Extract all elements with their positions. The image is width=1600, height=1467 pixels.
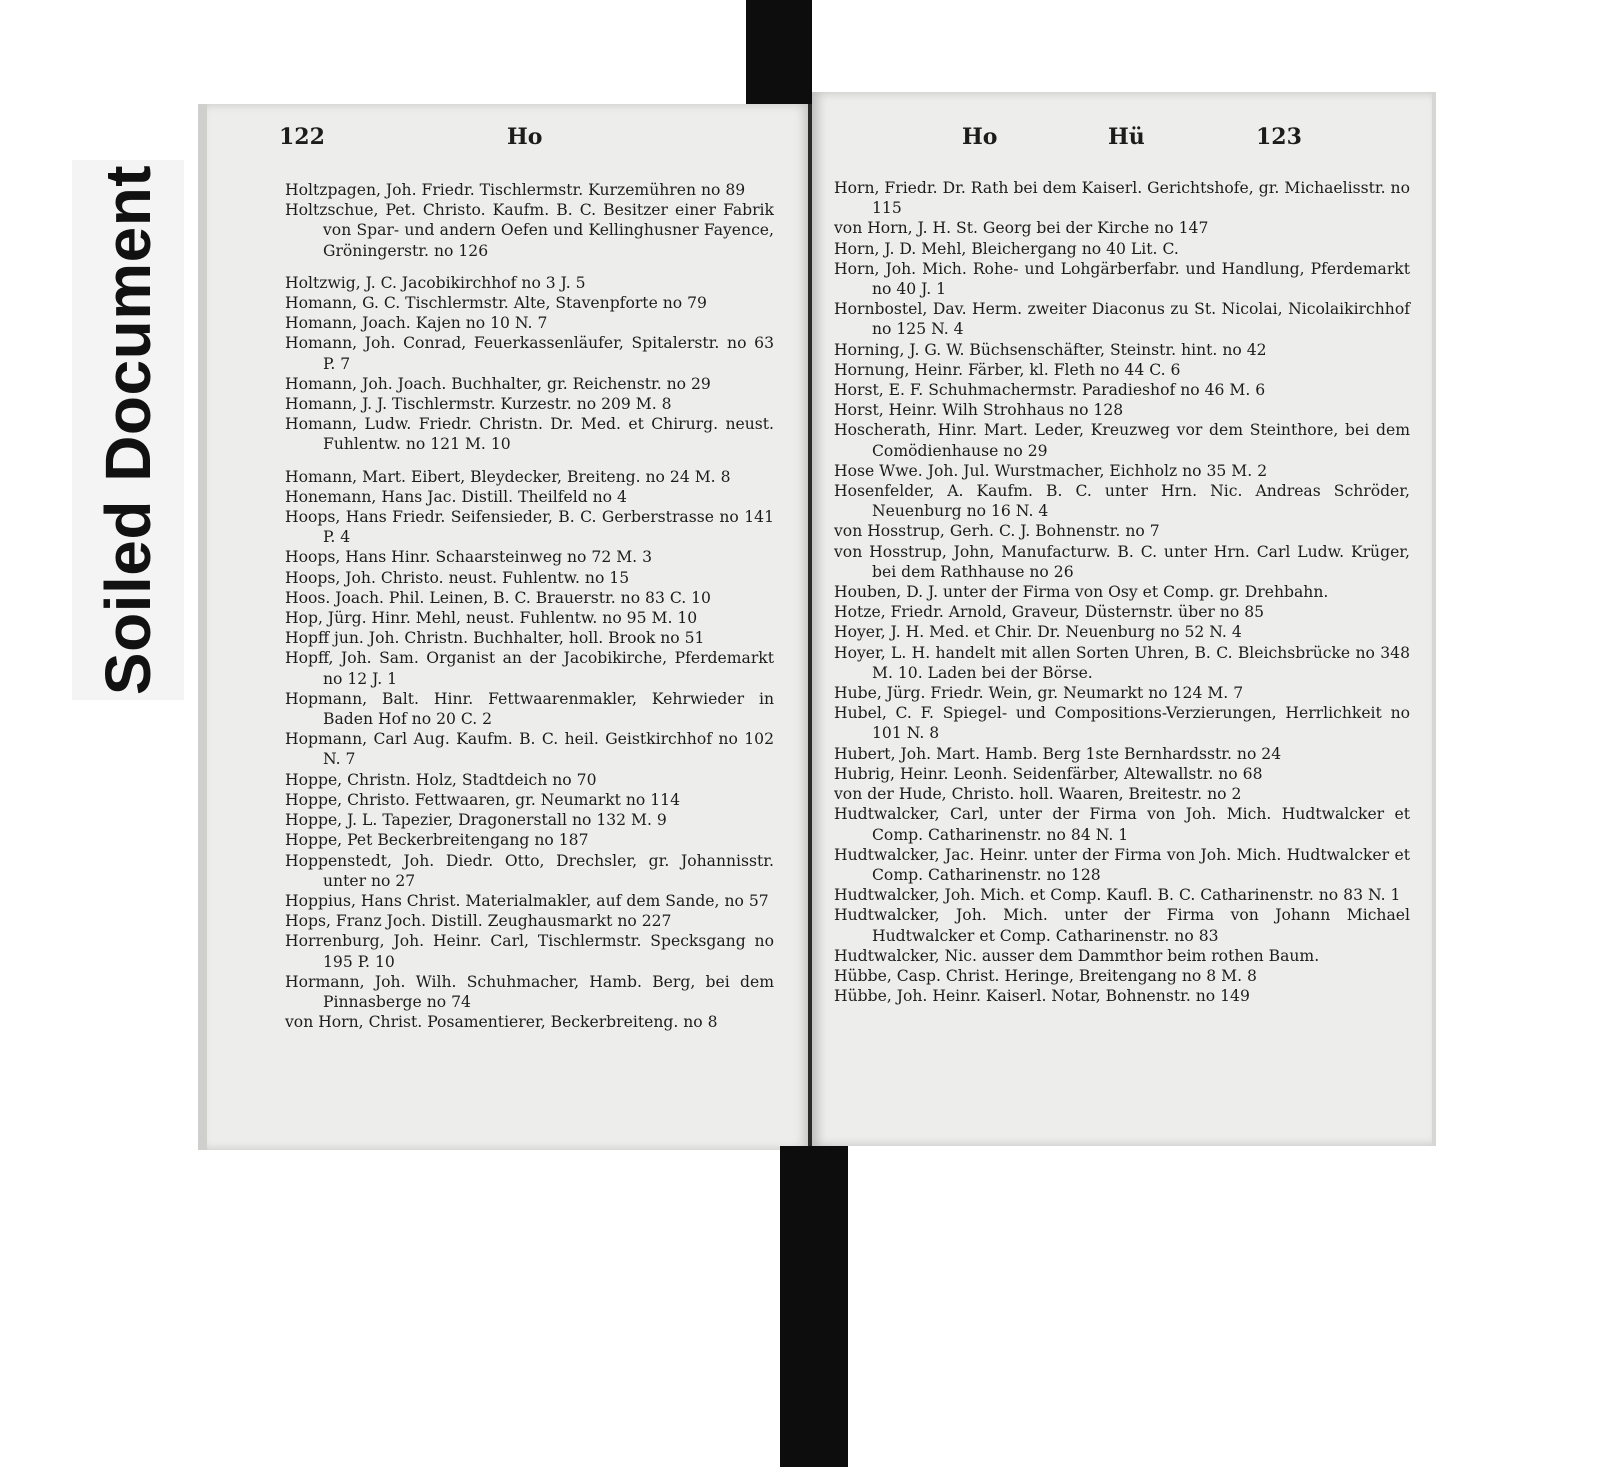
directory-entry: Hoppe, Christo. Fettwaaren, gr. Neumarkt no 114 bbox=[285, 790, 681, 809]
directory-entry: Hornbostel, Dav. Herm. zweiter Diaconus zu St. Nicolai, Nicolaikirchhof no 125 N. 4 bbox=[834, 300, 1410, 339]
directory-entry: Hudtwalcker, Jac. Heinr. unter der Firma von Joh. Mich. Hudtwalcker et Comp. Catharinenstr. no 128 bbox=[834, 845, 1410, 884]
directory-entry: Hopmann, Carl Aug. Kaufm. B. C. heil. Geistkirchhof no 102 N. 7 bbox=[285, 730, 774, 769]
directory-entry: Horst, E. F. Schuhmachermstr. Paradieshof no 46 M. 6 bbox=[834, 381, 1266, 400]
left-running-head: Ho bbox=[507, 124, 543, 150]
directory-entry: Holtzschue, Pet. Christo. Kaufm. B. C. Besitzer einer Fabrik von Spar- und andern Oefen und Kellinghusner Fayence, Gröningerstr. no 126 bbox=[285, 201, 774, 260]
right-page bbox=[812, 92, 1436, 1146]
directory-entry: Hoops, Joh. Christo. neust. Fuhlentw. no 15 bbox=[285, 568, 630, 587]
directory-entry: Hoppius, Hans Christ. Materialmakler, auf dem Sande, no 57 bbox=[285, 891, 769, 910]
directory-entry: Hoops, Hans Friedr. Seifensieder, B. C. Gerberstrasse no 141 P. 4 bbox=[285, 508, 774, 547]
directory-entry: von Horn, Christ. Posamentierer, Beckerbreiteng. no 8 bbox=[285, 1013, 718, 1032]
directory-entry: Hosenfelder, A. Kaufm. B. C. unter Hrn. Nic. Andreas Schröder, Neuenburg no 16 N. 4 bbox=[834, 482, 1410, 521]
directory-entry: Hopmann, Balt. Hinr. Fettwaarenmakler, Kehrwieder in Baden Hof no 20 C. 2 bbox=[285, 689, 774, 729]
directory-entry: Hop, Jürg. Hinr. Mehl, neust. Fuhlentw. no 95 M. 10 bbox=[285, 609, 698, 628]
soiled-document-label: Soiled Document bbox=[92, 164, 164, 696]
directory-entry: Holtzwig, J. C. Jacobikirchhof no 3 J. 5 bbox=[285, 273, 586, 292]
directory-entry: Hoscherath, Hinr. Mart. Leder, Kreuzweg vor dem Steinthore, bei dem Comödienhause no 29 bbox=[834, 421, 1410, 460]
directory-entry: Hopff jun. Joh. Christn. Buchhalter, holl. Brook no 51 bbox=[285, 629, 705, 648]
directory-entry: Horrenburg, Joh. Heinr. Carl, Tischlermstr. Specksgang no 195 P. 10 bbox=[285, 932, 774, 971]
binding-band-bottom bbox=[780, 1146, 848, 1467]
left-page bbox=[198, 104, 810, 1150]
directory-entry: Homann, Joach. Kajen no 10 N. 7 bbox=[285, 314, 548, 333]
directory-entry: Hose Wwe. Joh. Jul. Wurstmacher, Eichholz no 35 M. 2 bbox=[834, 461, 1268, 480]
binding-band-top bbox=[746, 0, 812, 104]
right-running-head-right: Hü bbox=[1108, 124, 1145, 150]
directory-entry: Hube, Jürg. Friedr. Wein, gr. Neumarkt no 124 M. 7 bbox=[834, 684, 1244, 703]
directory-entry: Homann, Ludw. Friedr. Christn. Dr. Med. et Chirurg. neust. Fuhlentw. no 121 M. 10 bbox=[285, 415, 774, 454]
directory-entry: Hubrig, Heinr. Leonh. Seidenfärber, Altewallstr. no 68 bbox=[834, 764, 1263, 783]
directory-entry: Homann, J. J. Tischlermstr. Kurzestr. no 209 M. 8 bbox=[285, 395, 672, 414]
directory-entry: von der Hude, Christo. holl. Waaren, Breitestr. no 2 bbox=[834, 785, 1242, 804]
directory-entry: Horn, J. D. Mehl, Bleichergang no 40 Lit. C. bbox=[834, 239, 1179, 258]
directory-entry: Hopff, Joh. Sam. Organist an der Jacobikirche, Pferdemarkt no 12 J. 1 bbox=[285, 649, 774, 688]
directory-entry: Homann, Joh. Joach. Buchhalter, gr. Reichenstr. no 29 bbox=[285, 374, 711, 393]
directory-entry: Hübbe, Casp. Christ. Heringe, Breitengang no 8 M. 8 bbox=[834, 966, 1257, 985]
directory-entry: von Hosstrup, Gerh. C. J. Bohnenstr. no 7 bbox=[834, 522, 1160, 541]
directory-entry: Hoppenstedt, Joh. Diedr. Otto, Drechsler, gr. Johannisstr. unter no 27 bbox=[285, 851, 774, 890]
directory-entry: Hudtwalcker, Joh. Mich. unter der Firma von Johann Michael Hudtwalcker et Comp. Catharinenstr. no 83 bbox=[834, 906, 1410, 945]
directory-entry: Hoppe, J. L. Tapezier, Dragonerstall no 132 M. 9 bbox=[285, 811, 667, 830]
directory-entry: Homann, G. C. Tischlermstr. Alte, Stavenpforte no 79 bbox=[285, 294, 707, 313]
directory-entry: Hübbe, Joh. Heinr. Kaiserl. Notar, Bohnenstr. no 149 bbox=[834, 987, 1250, 1006]
directory-entry: Hoos. Joach. Phil. Leinen, B. C. Brauerstr. no 83 C. 10 bbox=[285, 588, 711, 607]
left-page-number: 122 bbox=[279, 124, 325, 150]
directory-entry: Hoyer, L. H. handelt mit allen Sorten Uhren, B. C. Bleichsbrücke no 348 M. 10. Laden bei der Börse. bbox=[834, 643, 1410, 682]
left-entry-list bbox=[285, 180, 774, 1032]
directory-entry: Hoppe, Christn. Holz, Stadtdeich no 70 bbox=[285, 770, 597, 789]
right-running-head-left: Ho bbox=[962, 124, 998, 150]
directory-entry: Hudtwalcker, Nic. ausser dem Dammthor beim rothen Baum. bbox=[834, 946, 1320, 965]
directory-entry: Horst, Heinr. Wilh Strohhaus no 128 bbox=[834, 401, 1124, 420]
directory-entry: Houben, D. J. unter der Firma von Osy et Comp. gr. Drehbahn. bbox=[834, 583, 1329, 602]
directory-entry: Hornung, Heinr. Färber, kl. Fleth no 44 C. 6 bbox=[834, 360, 1181, 379]
right-page-number: 123 bbox=[1256, 124, 1302, 150]
directory-entry: Hudtwalcker, Joh. Mich. et Comp. Kaufl. B. C. Catharinenstr. no 83 N. 1 bbox=[834, 886, 1401, 905]
directory-entry: Homann, Mart. Eibert, Bleydecker, Breiteng. no 24 M. 8 bbox=[285, 467, 731, 486]
directory-entry: Honemann, Hans Jac. Distill. Theilfeld no 4 bbox=[285, 487, 627, 506]
directory-entry: Hoops, Hans Hinr. Schaarsteinweg no 72 M. 3 bbox=[285, 548, 652, 567]
directory-entry: Homann, Joh. Conrad, Feuerkassenläufer, Spitalerstr. no 63 P. 7 bbox=[285, 334, 774, 373]
directory-entry: Horn, Joh. Mich. Rohe- und Lohgärberfabr. und Handlung, Pferdemarkt no 40 J. 1 bbox=[834, 259, 1410, 299]
directory-entry: Hoyer, J. H. Med. et Chir. Dr. Neuenburg no 52 N. 4 bbox=[834, 623, 1242, 642]
directory-entry: Hubel, C. F. Spiegel- und Compositions-Verzierungen, Herrlichkeit no 101 N. 8 bbox=[834, 704, 1410, 743]
right-page-header bbox=[812, 112, 1432, 148]
directory-entry: Hudtwalcker, Carl, unter der Firma von Joh. Mich. Hudtwalcker et Comp. Catharinenstr. no 84 N. 1 bbox=[834, 805, 1410, 844]
directory-entry: Horning, J. G. W. Büchsenschäfter, Steinstr. hint. no 42 bbox=[834, 340, 1267, 359]
directory-entry: von Hosstrup, John, Manufacturw. B. C. unter Hrn. Carl Ludw. Krüger, bei dem Rathhause no 26 bbox=[834, 542, 1410, 581]
directory-entry: Holtzpagen, Joh. Friedr. Tischlermstr. Kurzemühren no 89 bbox=[285, 181, 746, 199]
directory-entry: Hoppe, Pet Beckerbreitengang no 187 bbox=[285, 831, 589, 850]
directory-entry: Hubert, Joh. Mart. Hamb. Berg 1ste Bernhardsstr. no 24 bbox=[834, 744, 1282, 763]
left-page-header bbox=[207, 124, 810, 160]
right-entry-list bbox=[834, 178, 1410, 1006]
directory-entry: Hormann, Joh. Wilh. Schuhmacher, Hamb. Berg, bei dem Pinnasberge no 74 bbox=[285, 972, 774, 1011]
directory-entry: Horn, Friedr. Dr. Rath bei dem Kaiserl. Gerichtshofe, gr. Michaelisstr. no 115 bbox=[834, 179, 1410, 218]
directory-entry: von Horn, J. H. St. Georg bei der Kirche no 147 bbox=[834, 219, 1209, 238]
directory-entry: Hotze, Friedr. Arnold, Graveur, Düsternstr. über no 85 bbox=[834, 603, 1265, 622]
directory-entry: Hops, Franz Joch. Distill. Zeughausmarkt no 227 bbox=[285, 912, 672, 931]
